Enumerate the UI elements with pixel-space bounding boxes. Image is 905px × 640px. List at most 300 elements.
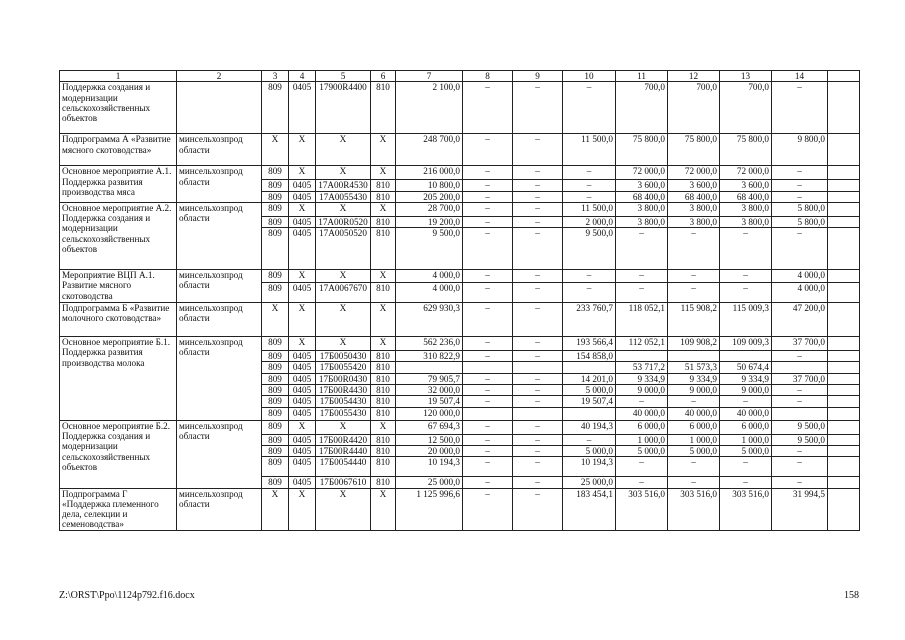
- value-cell: –: [772, 351, 828, 362]
- value-cell: 3 800,0: [668, 202, 720, 216]
- code-cell: 17Б0050430: [316, 351, 371, 362]
- code-cell: Х: [289, 202, 316, 216]
- code-cell: 809: [262, 373, 289, 384]
- value-cell: –: [463, 191, 513, 202]
- value-cell: 10 800,0: [396, 180, 463, 191]
- spacer-cell: [828, 303, 860, 337]
- value-cell: –: [513, 283, 563, 303]
- value-cell: –: [616, 457, 668, 477]
- code-cell: 0405: [289, 457, 316, 477]
- value-cell: 68 400,0: [668, 191, 720, 202]
- code-cell: Х: [289, 270, 316, 283]
- responsible-cell: минсельхозпрод области: [177, 488, 262, 530]
- value-cell: –: [463, 373, 513, 384]
- column-header: 2: [177, 71, 262, 82]
- code-cell: 810: [371, 457, 396, 477]
- value-cell: 19 200,0: [396, 216, 463, 227]
- spacer-cell: [828, 407, 860, 420]
- code-cell: 809: [262, 202, 289, 216]
- code-cell: 810: [371, 191, 396, 202]
- column-header: 5: [316, 71, 371, 82]
- spacer-cell: [828, 337, 860, 351]
- value-cell: –: [563, 180, 616, 191]
- value-cell: –: [563, 166, 616, 180]
- value-cell: 193 566,4: [563, 337, 616, 351]
- spacer-cell: [828, 434, 860, 445]
- spacer-cell: [828, 396, 860, 407]
- code-cell: 810: [371, 407, 396, 420]
- code-cell: 809: [262, 337, 289, 351]
- value-cell: 303 516,0: [616, 488, 668, 530]
- responsible-cell: минсельхозпрод области: [177, 134, 262, 166]
- code-cell: 810: [371, 82, 396, 134]
- code-cell: 809: [262, 396, 289, 407]
- table-row: [60, 270, 860, 283]
- value-cell: 3 800,0: [616, 216, 668, 227]
- code-cell: Х: [371, 270, 396, 283]
- value-cell: 14 201,0: [563, 373, 616, 384]
- value-cell: –: [513, 191, 563, 202]
- value-cell: –: [563, 434, 616, 445]
- table-row: [60, 166, 860, 180]
- value-cell: 205 200,0: [396, 191, 463, 202]
- value-cell: [396, 362, 463, 373]
- code-cell: Х: [289, 488, 316, 530]
- value-cell: –: [513, 477, 563, 488]
- value-cell: 4 000,0: [772, 270, 828, 283]
- value-cell: [463, 407, 513, 420]
- code-cell: 0405: [289, 477, 316, 488]
- value-cell: 1 000,0: [668, 434, 720, 445]
- value-cell: 37 700,0: [772, 337, 828, 351]
- code-cell: 17Б0054440: [316, 457, 371, 477]
- value-cell: 9 000,0: [616, 385, 668, 396]
- value-cell: 1 000,0: [616, 434, 668, 445]
- code-cell: 809: [262, 434, 289, 445]
- value-cell: –: [463, 216, 513, 227]
- spacer-cell: [828, 82, 860, 134]
- spacer-cell: [828, 283, 860, 303]
- code-cell: 0405: [289, 445, 316, 456]
- spacer-cell: [828, 191, 860, 202]
- code-cell: 809: [262, 407, 289, 420]
- value-cell: –: [463, 351, 513, 362]
- spacer-cell: [828, 457, 860, 477]
- code-cell: Х: [262, 488, 289, 530]
- value-cell: –: [616, 270, 668, 283]
- value-cell: 9 334,9: [720, 373, 772, 384]
- code-cell: 809: [262, 351, 289, 362]
- value-cell: 37 700,0: [772, 373, 828, 384]
- value-cell: –: [513, 134, 563, 166]
- spacer-cell: [828, 351, 860, 362]
- item-name-cell: Подпрограмма Г «Поддержка племенного дела, селекции и семеноводства»: [60, 488, 177, 530]
- value-cell: 4 000,0: [396, 270, 463, 283]
- code-cell: 17Б00R4420: [316, 434, 371, 445]
- spacer-cell: [828, 180, 860, 191]
- value-cell: –: [772, 457, 828, 477]
- table-row: [60, 337, 860, 351]
- value-cell: 629 930,3: [396, 303, 463, 337]
- code-cell: Х: [316, 337, 371, 351]
- value-cell: 72 000,0: [668, 166, 720, 180]
- column-header: 11: [616, 71, 668, 82]
- code-cell: 810: [371, 373, 396, 384]
- value-cell: 562 236,0: [396, 337, 463, 351]
- value-cell: –: [668, 270, 720, 283]
- value-cell: 118 052,1: [616, 303, 668, 337]
- code-cell: Х: [289, 134, 316, 166]
- value-cell: 120 000,0: [396, 407, 463, 420]
- value-cell: –: [668, 396, 720, 407]
- value-cell: –: [720, 228, 772, 270]
- value-cell: 5 000,0: [563, 445, 616, 456]
- value-cell: –: [668, 283, 720, 303]
- code-cell: 0405: [289, 216, 316, 227]
- code-cell: 0405: [289, 351, 316, 362]
- code-cell: 809: [262, 385, 289, 396]
- value-cell: 40 194,3: [563, 420, 616, 434]
- budget-table: [59, 70, 860, 531]
- value-cell: 3 600,0: [720, 180, 772, 191]
- code-cell: 810: [371, 445, 396, 456]
- value-cell: –: [513, 420, 563, 434]
- column-header: 12: [668, 71, 720, 82]
- value-cell: 6 000,0: [720, 420, 772, 434]
- value-cell: –: [463, 134, 513, 166]
- value-cell: –: [616, 396, 668, 407]
- code-cell: Х: [371, 303, 396, 337]
- table-row: [60, 202, 860, 216]
- value-cell: 115 908,2: [668, 303, 720, 337]
- code-cell: Х: [371, 488, 396, 530]
- value-cell: 303 516,0: [720, 488, 772, 530]
- value-cell: [513, 362, 563, 373]
- value-cell: 112 052,1: [616, 337, 668, 351]
- responsible-cell: минсельхозпрод области: [177, 202, 262, 269]
- value-cell: 40 000,0: [616, 407, 668, 420]
- value-cell: 9 334,9: [616, 373, 668, 384]
- value-cell: 10 194,3: [563, 457, 616, 477]
- code-cell: 809: [262, 362, 289, 373]
- value-cell: –: [463, 457, 513, 477]
- value-cell: –: [772, 180, 828, 191]
- value-cell: 53 717,2: [616, 362, 668, 373]
- value-cell: 19 507,4: [563, 396, 616, 407]
- value-cell: –: [513, 396, 563, 407]
- value-cell: 47 200,0: [772, 303, 828, 337]
- spacer-cell: [828, 445, 860, 456]
- code-cell: 0405: [289, 228, 316, 270]
- code-cell: 17900R4400: [316, 82, 371, 134]
- value-cell: –: [772, 228, 828, 270]
- value-cell: –: [720, 283, 772, 303]
- value-cell: 9 500,0: [563, 228, 616, 270]
- code-cell: 810: [371, 385, 396, 396]
- code-cell: 809: [262, 82, 289, 134]
- value-cell: –: [563, 283, 616, 303]
- column-header-spacer: [828, 71, 860, 82]
- value-cell: –: [616, 283, 668, 303]
- value-cell: 19 507,4: [396, 396, 463, 407]
- column-header: 10: [563, 71, 616, 82]
- code-cell: Х: [316, 303, 371, 337]
- value-cell: –: [513, 180, 563, 191]
- value-cell: 1 000,0: [720, 434, 772, 445]
- value-cell: –: [563, 191, 616, 202]
- value-cell: 11 500,0: [563, 202, 616, 216]
- spacer-cell: [828, 270, 860, 283]
- table-row: [60, 488, 860, 530]
- responsible-cell: минсельхозпрод области: [177, 270, 262, 303]
- value-cell: 9 500,0: [772, 420, 828, 434]
- value-cell: –: [668, 477, 720, 488]
- code-cell: Х: [371, 202, 396, 216]
- spacer-cell: [828, 362, 860, 373]
- value-cell: [720, 351, 772, 362]
- value-cell: 5 000,0: [616, 445, 668, 456]
- code-cell: Х: [371, 420, 396, 434]
- responsible-cell: минсельхозпрод области: [177, 166, 262, 203]
- value-cell: 9 800,0: [772, 134, 828, 166]
- value-cell: –: [463, 488, 513, 530]
- code-cell: 0405: [289, 373, 316, 384]
- code-cell: 809: [262, 445, 289, 456]
- value-cell: 72 000,0: [616, 166, 668, 180]
- value-cell: –: [563, 82, 616, 134]
- responsible-cell: минсельхозпрод области: [177, 303, 262, 337]
- code-cell: Х: [289, 337, 316, 351]
- code-cell: 17А0055430: [316, 191, 371, 202]
- value-cell: 183 454,1: [563, 488, 616, 530]
- code-cell: 809: [262, 477, 289, 488]
- value-cell: –: [668, 457, 720, 477]
- file-path: Z:\ORST\Ppo\1124p792.f16.docx: [59, 590, 195, 601]
- spacer-cell: [828, 385, 860, 396]
- value-cell: 5 000,0: [668, 445, 720, 456]
- value-cell: –: [720, 457, 772, 477]
- item-name-cell: Основное мероприятие Б.1. Поддержка развития производства молока: [60, 337, 177, 420]
- code-cell: Х: [289, 166, 316, 180]
- value-cell: 3 800,0: [668, 216, 720, 227]
- value-cell: –: [463, 270, 513, 283]
- value-cell: –: [616, 477, 668, 488]
- code-cell: Х: [316, 202, 371, 216]
- code-cell: Х: [262, 134, 289, 166]
- code-cell: 809: [262, 270, 289, 283]
- spacer-cell: [828, 216, 860, 227]
- value-cell: 3 800,0: [720, 202, 772, 216]
- value-cell: –: [463, 396, 513, 407]
- code-cell: 0405: [289, 180, 316, 191]
- code-cell: Х: [371, 134, 396, 166]
- code-cell: 0405: [289, 82, 316, 134]
- code-cell: Х: [262, 303, 289, 337]
- value-cell: 310 822,9: [396, 351, 463, 362]
- value-cell: 75 800,0: [616, 134, 668, 166]
- column-header: 13: [720, 71, 772, 82]
- code-cell: 810: [371, 362, 396, 373]
- code-cell: 810: [371, 477, 396, 488]
- value-cell: –: [463, 180, 513, 191]
- code-cell: 0405: [289, 407, 316, 420]
- value-cell: 233 760,7: [563, 303, 616, 337]
- value-cell: 1 125 996,6: [396, 488, 463, 530]
- code-cell: Х: [371, 166, 396, 180]
- code-cell: 17Б00R4430: [316, 385, 371, 396]
- value-cell: –: [463, 434, 513, 445]
- page-number: 158: [844, 590, 859, 601]
- value-cell: –: [513, 303, 563, 337]
- code-cell: 809: [262, 457, 289, 477]
- spacer-cell: [828, 202, 860, 216]
- value-cell: –: [772, 396, 828, 407]
- code-cell: 17Б00R0430: [316, 373, 371, 384]
- value-cell: –: [463, 202, 513, 216]
- value-cell: –: [463, 420, 513, 434]
- value-cell: 67 694,3: [396, 420, 463, 434]
- value-cell: –: [513, 351, 563, 362]
- value-cell: –: [513, 228, 563, 270]
- code-cell: Х: [316, 134, 371, 166]
- value-cell: 154 858,0: [563, 351, 616, 362]
- code-cell: 810: [371, 283, 396, 303]
- code-cell: Х: [371, 337, 396, 351]
- value-cell: –: [463, 385, 513, 396]
- column-header: 1: [60, 71, 177, 82]
- value-cell: 9 500,0: [396, 228, 463, 270]
- code-cell: Х: [316, 488, 371, 530]
- code-cell: 809: [262, 420, 289, 434]
- value-cell: –: [463, 445, 513, 456]
- code-cell: 17Б0067610: [316, 477, 371, 488]
- item-name-cell: Основное мероприятие А.1. Поддержка развития производства мяса: [60, 166, 177, 203]
- column-header: 14: [772, 71, 828, 82]
- column-header: 9: [513, 71, 563, 82]
- value-cell: 25 000,0: [396, 477, 463, 488]
- value-cell: –: [563, 270, 616, 283]
- value-cell: –: [513, 445, 563, 456]
- column-header: 3: [262, 71, 289, 82]
- code-cell: 809: [262, 228, 289, 270]
- value-cell: 9 000,0: [668, 385, 720, 396]
- value-cell: 25 000,0: [563, 477, 616, 488]
- value-cell: –: [513, 457, 563, 477]
- value-cell: 28 700,0: [396, 202, 463, 216]
- spacer-cell: [828, 373, 860, 384]
- value-cell: [616, 351, 668, 362]
- value-cell: –: [513, 337, 563, 351]
- value-cell: 700,0: [720, 82, 772, 134]
- value-cell: –: [513, 385, 563, 396]
- responsible-cell: [177, 82, 262, 134]
- value-cell: –: [772, 191, 828, 202]
- value-cell: 9 334,9: [668, 373, 720, 384]
- value-cell: 5 800,0: [772, 202, 828, 216]
- value-cell: –: [720, 477, 772, 488]
- code-cell: 17А0050520: [316, 228, 371, 270]
- code-cell: 17Б0054430: [316, 396, 371, 407]
- code-cell: 17Б0055420: [316, 362, 371, 373]
- code-cell: Х: [289, 420, 316, 434]
- table-row: [60, 82, 860, 134]
- value-cell: 9 000,0: [720, 385, 772, 396]
- value-cell: [563, 362, 616, 373]
- value-cell: 4 000,0: [772, 283, 828, 303]
- code-cell: 17А00R4530: [316, 180, 371, 191]
- code-cell: 0405: [289, 396, 316, 407]
- value-cell: –: [772, 477, 828, 488]
- code-cell: 810: [371, 216, 396, 227]
- item-name-cell: Мероприятие ВЦП А.1. Развитие мясного скотоводства: [60, 270, 177, 303]
- value-cell: 68 400,0: [616, 191, 668, 202]
- spacer-cell: [828, 134, 860, 166]
- spacer-cell: [828, 477, 860, 488]
- table-row: [60, 134, 860, 166]
- responsible-cell: минсельхозпрод области: [177, 420, 262, 488]
- value-cell: 72 000,0: [720, 166, 772, 180]
- value-cell: –: [513, 166, 563, 180]
- value-cell: –: [772, 166, 828, 180]
- code-cell: 809: [262, 191, 289, 202]
- code-cell: 810: [371, 351, 396, 362]
- code-cell: 0405: [289, 191, 316, 202]
- spacer-cell: [828, 420, 860, 434]
- value-cell: 2 000,0: [563, 216, 616, 227]
- column-header: 4: [289, 71, 316, 82]
- value-cell: 216 000,0: [396, 166, 463, 180]
- value-cell: 109 009,3: [720, 337, 772, 351]
- value-cell: 40 000,0: [720, 407, 772, 420]
- value-cell: 5 000,0: [563, 385, 616, 396]
- value-cell: 2 100,0: [396, 82, 463, 134]
- value-cell: –: [513, 202, 563, 216]
- value-cell: 4 000,0: [396, 283, 463, 303]
- value-cell: [513, 407, 563, 420]
- spacer-cell: [828, 228, 860, 270]
- column-header: 7: [396, 71, 463, 82]
- spacer-cell: [828, 488, 860, 530]
- value-cell: –: [463, 477, 513, 488]
- value-cell: 75 800,0: [668, 134, 720, 166]
- value-cell: 68 400,0: [720, 191, 772, 202]
- value-cell: –: [463, 228, 513, 270]
- code-cell: 810: [371, 228, 396, 270]
- value-cell: –: [463, 82, 513, 134]
- item-name-cell: Основное мероприятие А.2. Поддержка создания и модернизации сельскохозяйственных объектов: [60, 202, 177, 269]
- header-row: [60, 71, 860, 82]
- code-cell: 810: [371, 396, 396, 407]
- code-cell: 809: [262, 180, 289, 191]
- code-cell: 0405: [289, 434, 316, 445]
- column-header: 6: [371, 71, 396, 82]
- code-cell: 17Б00R4440: [316, 445, 371, 456]
- value-cell: [563, 407, 616, 420]
- value-cell: 3 600,0: [668, 180, 720, 191]
- value-cell: 20 000,0: [396, 445, 463, 456]
- item-name-cell: Основное мероприятие Б.2. Поддержка создания и модернизации сельскохозяйственных объектов: [60, 420, 177, 488]
- value-cell: 75 800,0: [720, 134, 772, 166]
- code-cell: Х: [316, 270, 371, 283]
- value-cell: 31 994,5: [772, 488, 828, 530]
- table-row: [60, 420, 860, 434]
- value-cell: –: [463, 303, 513, 337]
- code-cell: 0405: [289, 385, 316, 396]
- code-cell: Х: [316, 166, 371, 180]
- document-page: [59, 70, 859, 531]
- value-cell: –: [772, 82, 828, 134]
- spacer-cell: [828, 166, 860, 180]
